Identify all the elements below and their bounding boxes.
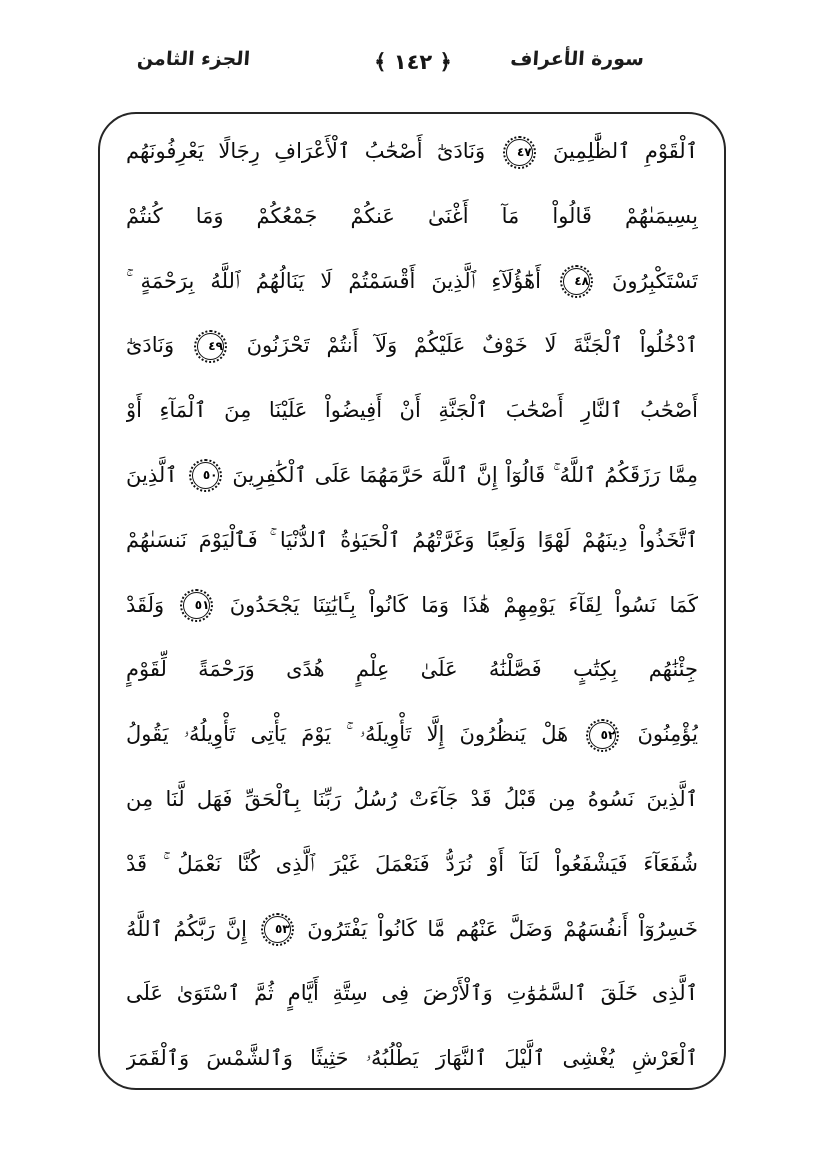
quran-line: تَسْتَكْبِرُونَ ٤٨ أَهَٰٓؤُلَآءِ ٱلَّذِينَ أَقْسَمْتُمْ لَا يَنَالُهُمُ ٱللَّهُ بِرَحْمَةٍ ۚ xyxy=(126,249,698,314)
text-frame-border xyxy=(98,112,726,1090)
ayah-end-marker: ٥٠ xyxy=(192,462,219,489)
ayah-end-marker: ٤٩ xyxy=(197,333,224,360)
quran-line: يُؤْمِنُونَ ٥٢ هَلْ يَنظُرُونَ إِلَّا تَأْوِيلَهُۥ ۚ يَوْمَ يَأْتِى تَأْوِيلُهُۥ يَقُولُ xyxy=(126,702,698,767)
quran-line: خَسِرُوٓاْ أَنفُسَهُمْ وَضَلَّ عَنْهُم مَّا كَانُواْ يَفْتَرُونَ ٥٣ إِنَّ رَبَّكُمُ ٱللَّهُ xyxy=(126,897,698,962)
ayah-end-marker: ٥١ xyxy=(183,592,210,619)
quran-line: ٱدْخُلُواْ ٱلْجَنَّةَ لَا خَوْفٌ عَلَيْكُمْ وَلَآ أَنتُمْ تَحْزَنُونَ ٤٩ وَنَادَىٰٓ xyxy=(126,313,698,378)
ayah-end-marker: ٥٣ xyxy=(264,916,291,943)
juz-name-calligraphy: الجزء الثامن xyxy=(136,48,251,70)
quran-line: ٱلَّذِينَ نَسُوهُ مِن قَبْلُ قَدْ جَآءَتْ رُسُلُ رَبِّنَا بِٱلْحَقِّ فَهَل لَّنَا مِن xyxy=(126,786,698,811)
quran-line: ٱلَّذِى خَلَقَ ٱلسَّمَٰوَٰتِ وَٱلْأَرْضَ فِى سِتَّةِ أَيَّامٍ ثُمَّ ٱسْتَوَىٰ عَلَى xyxy=(126,981,698,1006)
quran-line: شُفَعَآءَ فَيَشْفَعُواْ لَنَآ أَوْ نُرَدُّ فَنَعْمَلَ غَيْرَ ٱلَّذِى كُنَّا نَعْمَلُ ۚ قَدْ xyxy=(126,851,698,876)
quran-line: أَصْحَٰبُ ٱلنَّارِ أَصْحَٰبَ ٱلْجَنَّةِ أَنْ أَفِيضُواْ عَلَيْنَا مِنَ ٱلْمَآءِ أَوْ xyxy=(126,398,698,423)
quran-line: ٱلْعَرْشِ يُغْشِى ٱلَّيْلَ ٱلنَّهَارَ يَطْلُبُهُۥ حَثِيثًا وَٱلشَّمْسَ وَٱلْقَمَرَ xyxy=(126,1046,698,1071)
quran-text-area xyxy=(126,119,698,1088)
quran-line: ٱتَّخَذُواْ دِينَهُمْ لَهْوًا وَلَعِبًا وَغَرَّتْهُمُ ٱلْحَيَوٰةُ ٱلدُّنْيَا ۚ فَٱلْيَوْمَ نَنسَىٰهُمْ xyxy=(126,527,698,552)
page-header xyxy=(0,0,826,110)
quran-line: مِمَّا رَزَقَكُمُ ٱللَّهُ ۚ قَالُوٓاْ إِنَّ ٱللَّهَ حَرَّمَهُمَا عَلَى ٱلْكَٰفِرِينَ ٥٠ ٱلَّذِينَ xyxy=(126,443,698,508)
quran-line: جِئْنَٰهُم بِكِتَٰبٍ فَصَّلْنَٰهُ عَلَىٰ عِلْمٍ هُدًى وَرَحْمَةً لِّقَوْمٍ xyxy=(126,657,698,682)
quran-line: كَمَا نَسُواْ لِقَآءَ يَوْمِهِمْ هَٰذَا وَمَا كَانُواْ بِـَٔايَٰتِنَا يَجْحَدُونَ ٥١ وَلَقَدْ xyxy=(126,573,698,638)
ayah-end-marker: ٤٧ xyxy=(506,139,533,166)
page-number-ornament: ﴿ ١٤٢ ﴾ xyxy=(374,50,452,74)
ayah-end-marker: ٤٨ xyxy=(563,268,590,295)
quran-line: ٱلْقَوْمِ ٱلظَّٰلِمِينَ ٤٧ وَنَادَىٰٓ أَصْحَٰبُ ٱلْأَعْرَافِ رِجَالًا يَعْرِفُونَهُم xyxy=(126,119,698,184)
ayah-end-marker: ٥٢ xyxy=(589,722,616,749)
quran-line: بِسِيمَىٰهُمْ قَالُواْ مَآ أَغْنَىٰ عَنكُمْ جَمْعُكُمْ وَمَا كُنتُمْ xyxy=(126,203,698,228)
surah-name-calligraphy: سورة الأعراف xyxy=(509,48,645,70)
